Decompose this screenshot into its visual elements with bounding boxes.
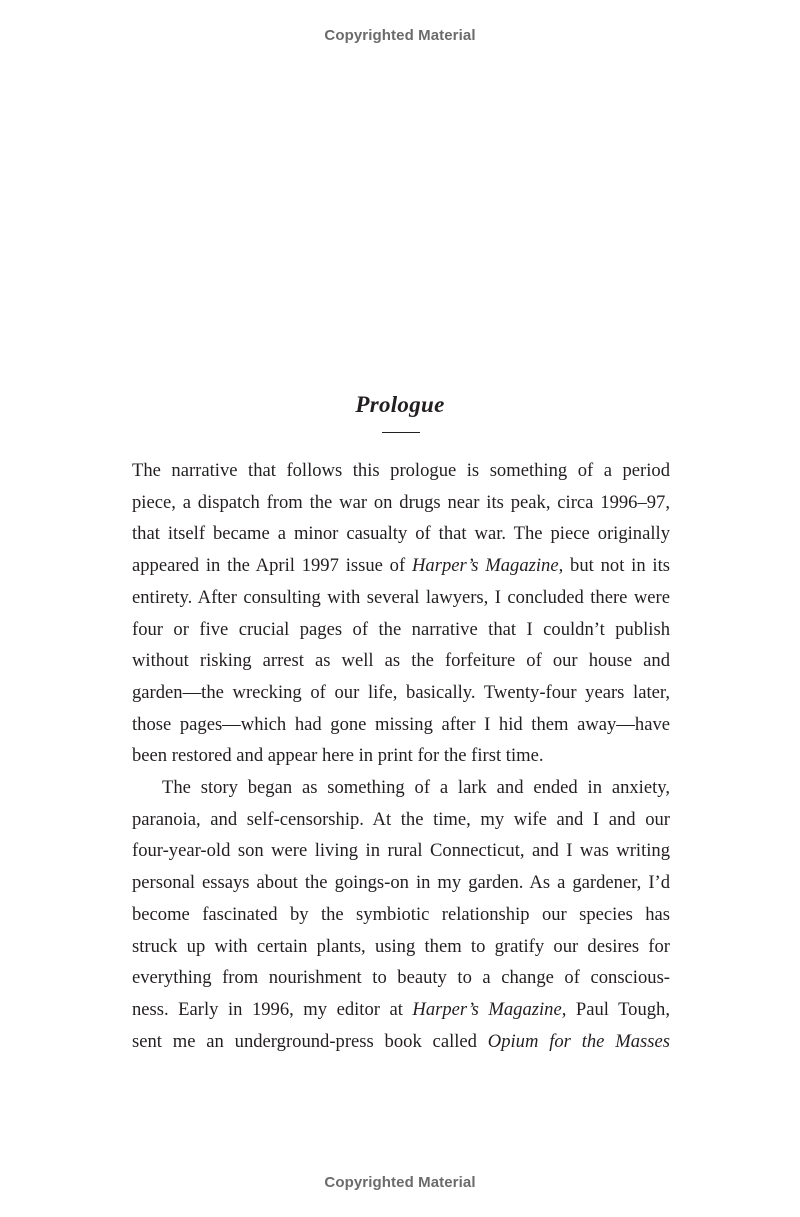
body-line <box>132 835 670 867</box>
text-run: struck up with certain plants, using them to gratify our desires for <box>132 935 670 957</box>
text-run: entirety. After consulting with several lawyers, I concluded there were <box>132 586 670 608</box>
chapter-title: Prologue <box>355 392 445 417</box>
text-run: , but not in its <box>558 555 671 577</box>
text-run: garden—the wrecking of our life, basically. Twenty-four years later, <box>132 681 670 703</box>
body-line <box>132 709 670 741</box>
text-run: sent me an underground-press book called <box>132 1030 488 1052</box>
text-run: ness. Early in 1996, my editor at <box>132 998 413 1020</box>
body-line <box>132 614 670 646</box>
text-run: , Paul Tough, <box>561 998 670 1020</box>
text-run: everything from nourishment to beauty to a change of conscious- <box>132 967 670 989</box>
body-line <box>132 455 670 487</box>
text-run: The story began as something of a lark and ended in anxiety, <box>162 777 670 799</box>
text-run: become fascinated by the symbiotic relationship our species has <box>132 903 670 925</box>
italic-title-text: Harper’s Magazine <box>412 998 562 1020</box>
copyright-watermark-top: Copyrighted Material <box>324 27 476 44</box>
body-line <box>132 550 670 582</box>
copyright-watermark-bottom: Copyrighted Material <box>324 1174 476 1191</box>
text-run: that itself became a minor casualty of that war. The piece originally <box>132 523 670 545</box>
italic-title-text: Harper’s Magazine <box>411 555 559 577</box>
body-line <box>132 582 670 614</box>
text-run: without risking arrest as well as the forfeiture of our house and <box>132 650 670 672</box>
body-line <box>132 645 670 677</box>
body-line <box>132 899 670 931</box>
italic-title-text: Opium for the Masses <box>487 1030 670 1052</box>
body-line <box>132 931 670 963</box>
text-run: piece, a dispatch from the war on drugs near its peak, circa 1996–97, <box>132 491 670 513</box>
body-line <box>132 772 670 804</box>
text-run: The narrative that follows this prologue is something of a period <box>132 460 670 481</box>
body-line <box>132 804 670 836</box>
text-run: appeared in the April 1997 issue of <box>132 555 412 577</box>
text-run: been restored and appear here in print for the first time. <box>132 745 544 767</box>
body-text <box>132 455 670 1057</box>
body-line <box>132 1026 670 1058</box>
text-run: four or five crucial pages of the narrative that I couldn’t publish <box>132 618 670 640</box>
body-line <box>132 487 670 519</box>
text-run: paranoia, and self-censorship. At the time, my wife and I and our <box>132 808 670 830</box>
text-run: four-year-old son were living in rural Connecticut, and I was writing <box>132 840 670 862</box>
body-line <box>132 677 670 709</box>
title-divider <box>382 432 420 433</box>
text-run: personal essays about the goings-on in my garden. As a gardener, I’d <box>132 872 670 894</box>
body-line <box>132 867 670 899</box>
body-line <box>132 740 670 772</box>
body-line <box>132 994 670 1026</box>
body-line <box>132 962 670 994</box>
body-line <box>132 518 670 550</box>
text-run: those pages—which had gone missing after I hid them away—have <box>132 713 670 735</box>
